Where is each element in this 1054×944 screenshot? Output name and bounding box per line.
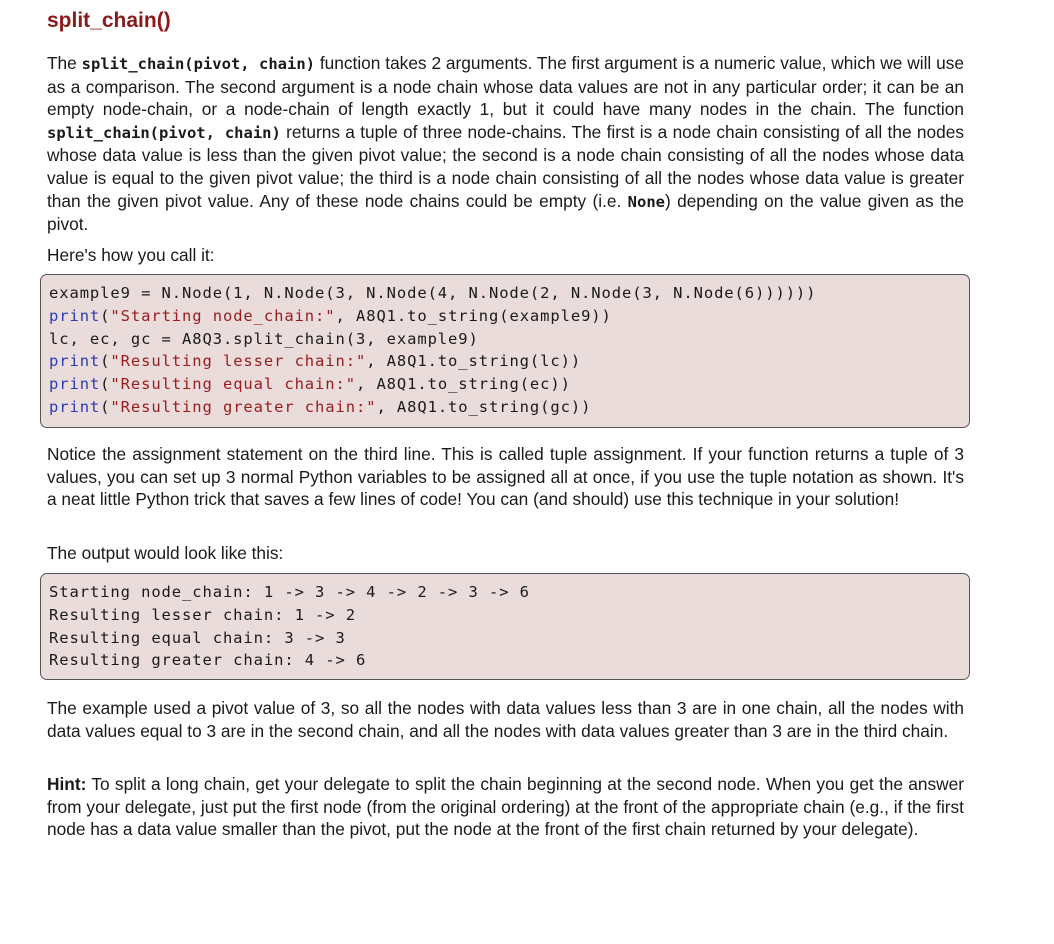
output-line-4: Resulting greater chain: 4 -> 6: [49, 651, 367, 670]
code-line-2-keyword: print: [49, 306, 101, 325]
example-code-block: [40, 274, 970, 428]
code-line-5: [49, 373, 969, 396]
code-line-2-string: "Starting node_chain:": [110, 306, 336, 325]
code-line-3: lc, ec, gc = A8Q3.split_chain(3, example9): [49, 329, 479, 348]
intro-text-1: The: [47, 53, 82, 73]
code-line-4-keyword: print: [49, 352, 101, 371]
intro-text-3: returns a tuple of three node-chains. The first is a node chain consisting of all the nodes whose data value is less than the given pivot value; the second is a node chain consisting of all the nodes whose data value is equal to the given pivot value; the third is a node chain consisting of all the nodes whose data value is greater than the given pivot value. Any of these node chains could be empty (i.e.: [47, 121, 965, 211]
intro-code-1: split_chain(pivot, chain): [81, 55, 316, 73]
code-line-5-string: "Resulting equal chain:": [110, 375, 356, 394]
notice-paragraph: Notice the assignment statement on the third line. This is called tuple assignment. If your function returns a tuple of 3 values, you can set up 3 normal Python variables to be assigned all at once, if you use the tuple notation as shown. It's a neat little Python trick that saves a few lines of code! You can (and should) use this technique in your solution!: [47, 444, 964, 510]
intro-code-none: None: [627, 192, 665, 211]
code-line-5-rest: , A8Q1.to_string(ec)): [355, 375, 571, 394]
explanation-paragraph: The example used a pivot value of 3, so all the nodes with data values less than 3 are in one chain, all the nodes with data values equal to 3 are in the second chain, and all the nodes with data values greater than 3 are in the third chain.: [47, 698, 964, 741]
code-line-6-rest: , A8Q1.to_string(gc)): [376, 397, 592, 416]
code-line-5-keyword: print: [49, 375, 101, 394]
hint-paragraph: [47, 773, 964, 841]
code-line-6-keyword: print: [49, 397, 101, 416]
output-line-3: Resulting equal chain: 3 -> 3: [49, 628, 346, 647]
code-line-2-rest: , A8Q1.to_string(example9)): [335, 306, 612, 325]
call-intro: Here's how you call it:: [47, 245, 215, 265]
code-line-2: [49, 305, 969, 328]
code-line-6-paren: (: [100, 397, 111, 416]
intro-text-2: function takes 2 arguments. The first argument is a numeric value, which we will use as a comparison. The second argument is a node chain whose data values are not in any particular order; it can be an empty node-chain, or a node-chain of length exactly 1, but it could have many nodes in the chain. The function: [47, 53, 964, 120]
intro-text-4: ) depending on the value given as the pivot.: [47, 190, 964, 235]
output-line-1: Starting node_chain: 1 -> 3 -> 4 -> 2 -> 3 -> 6: [49, 583, 530, 601]
code-line-4-paren: (: [100, 352, 111, 371]
code-line-4: [49, 350, 969, 373]
code-line-1: example9 = N.Node(1, N.Node(3, N.Node(4, N.Node(2, N.Node(3, N.Node(6)))))): [49, 284, 817, 302]
intro-paragraph: [47, 52, 964, 236]
code-line-5-paren: (: [100, 375, 111, 394]
code-line-6-string: "Resulting greater chain:": [110, 397, 377, 416]
code-line-6: [49, 396, 969, 419]
output-line-2: Resulting lesser chain: 1 -> 2: [49, 605, 356, 624]
output-intro: The output would look like this:: [47, 543, 284, 563]
code-line-2-paren: (: [100, 306, 111, 325]
code-line-4-string: "Resulting lesser chain:": [110, 352, 367, 371]
section-title: split_chain(): [47, 9, 171, 32]
intro-code-2: split_chain(pivot, chain): [47, 123, 281, 142]
hint-label: Hint:: [47, 774, 87, 794]
hint-text: To split a long chain, get your delegate to split the chain beginning at the second node. When you get the answer from your delegate, just put the first node (from the original ordering) at the front of the appropriate chain (e.g., if the first node has a data value smaller than the pivot, put the node at the front of the first chain returned by your delegate).: [47, 774, 964, 840]
code-line-4-rest: , A8Q1.to_string(lc)): [366, 352, 582, 371]
output-block: [40, 573, 970, 680]
